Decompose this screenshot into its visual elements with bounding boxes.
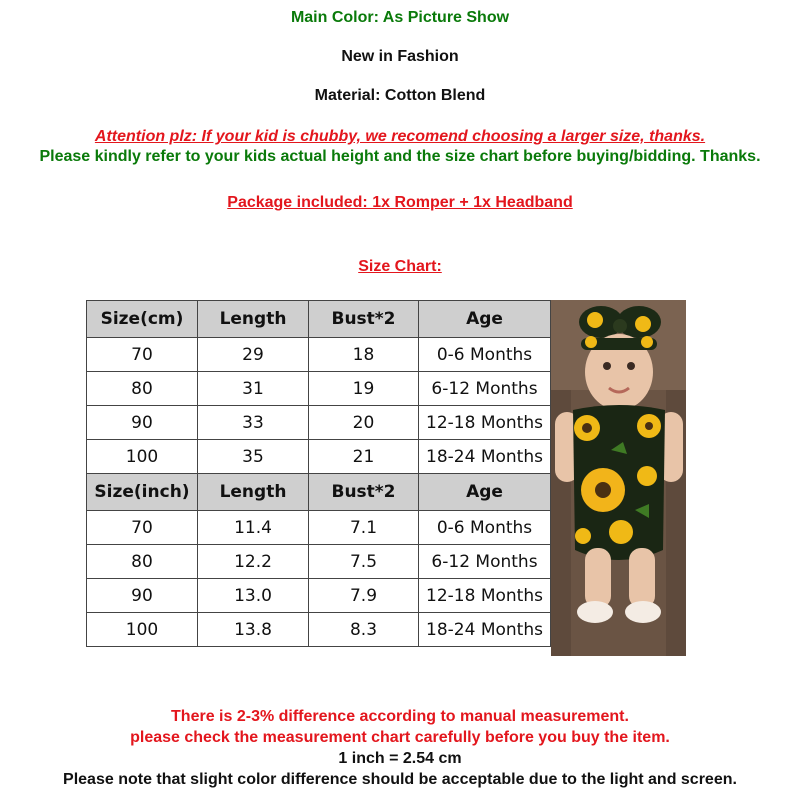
table-cell: 70: [87, 338, 198, 372]
header-row-inch: [87, 474, 551, 511]
header-cell: Bust*2: [309, 474, 419, 511]
table-cell: 18-24 Months: [419, 440, 551, 474]
table-cell: 8.3: [309, 613, 419, 647]
table-cell: 12-18 Months: [419, 579, 551, 613]
table-cell: 18: [309, 338, 419, 372]
table-cell: 80: [87, 372, 198, 406]
color-note: Please note that slight color difference should be acceptable due to the light and screen.: [63, 771, 737, 788]
table-cell: 80: [87, 545, 198, 579]
table-row: [87, 545, 551, 579]
header-cell: Bust*2: [309, 301, 419, 338]
table-cell: 90: [87, 406, 198, 440]
package-text: Package included: 1x Romper + 1x Headband: [227, 194, 573, 211]
header-cell: Size(inch): [87, 474, 198, 511]
table-cell: 6-12 Months: [419, 545, 551, 579]
table-cell: 7.9: [309, 579, 419, 613]
table-cell: 7.5: [309, 545, 419, 579]
table-cell: 31: [198, 372, 309, 406]
table-cell: 0-6 Months: [419, 338, 551, 372]
table-cell: 19: [309, 372, 419, 406]
inch-conversion: 1 inch = 2.54 cm: [338, 750, 462, 767]
size-chart-table: [86, 300, 551, 647]
table-cell: 100: [87, 440, 198, 474]
material-text: Material: Cotton Blend: [314, 87, 486, 104]
table-cell: 12-18 Months: [419, 406, 551, 440]
table-row: [87, 372, 551, 406]
attention-text: Attention plz: If your kid is chubby, we recomend choosing a larger size, thanks.: [94, 128, 706, 145]
difference-note: There is 2-3% difference according to manual measurement.: [171, 708, 629, 725]
table-cell: 70: [87, 511, 198, 545]
table-cell: 20: [309, 406, 419, 440]
fashion-text: New in Fashion: [341, 48, 459, 65]
table-cell: 12.2: [198, 545, 309, 579]
table-row: [87, 613, 551, 647]
table-cell: 90: [87, 579, 198, 613]
table-cell: 33: [198, 406, 309, 440]
header-cell: Age: [419, 301, 551, 338]
table-row: [87, 406, 551, 440]
main-color-text: Main Color: As Picture Show: [290, 9, 510, 26]
product-photo: [551, 300, 686, 656]
header-cell: Age: [419, 474, 551, 511]
table-row: [87, 338, 551, 372]
table-cell: 18-24 Months: [419, 613, 551, 647]
header-cell: Size(cm): [87, 301, 198, 338]
table-cell: 100: [87, 613, 198, 647]
check-note: please check the measurement chart carefully before you buy the item.: [130, 729, 670, 746]
table-cell: 7.1: [309, 511, 419, 545]
header-cell: Length: [198, 301, 309, 338]
table-row: [87, 440, 551, 474]
size-chart-title: Size Chart:: [358, 258, 442, 275]
table-cell: 13.8: [198, 613, 309, 647]
table-row: [87, 511, 551, 545]
header-cell: Length: [198, 474, 309, 511]
table-cell: 13.0: [198, 579, 309, 613]
table-row: [87, 579, 551, 613]
baby-romper-image: [551, 300, 686, 656]
table-cell: 0-6 Months: [419, 511, 551, 545]
table-cell: 6-12 Months: [419, 372, 551, 406]
header-row-cm: [87, 301, 551, 338]
table-cell: 11.4: [198, 511, 309, 545]
table-cell: 35: [198, 440, 309, 474]
table-cell: 21: [309, 440, 419, 474]
refer-text: Please kindly refer to your kids actual height and the size chart before buying/bidding. Thanks.: [39, 148, 761, 165]
table-cell: 29: [198, 338, 309, 372]
